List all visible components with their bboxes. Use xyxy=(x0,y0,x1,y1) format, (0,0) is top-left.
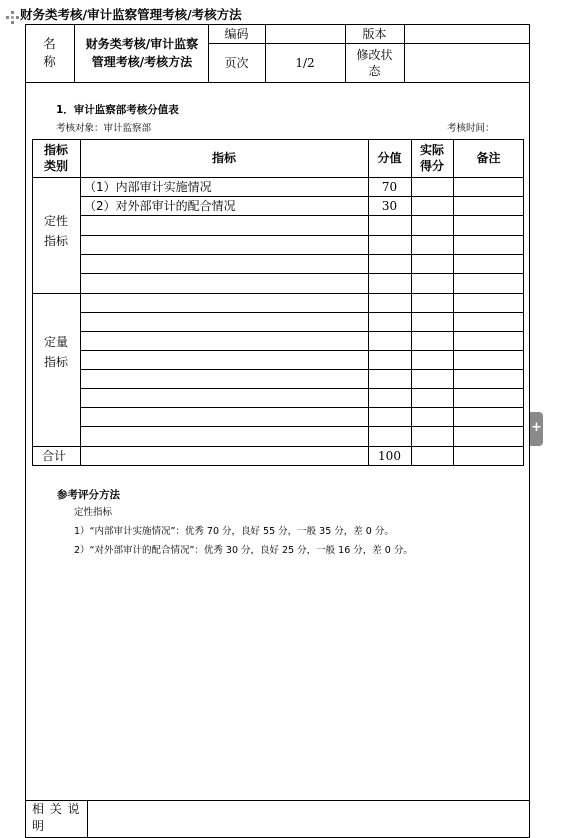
name-value: 财务类考核/审计监察管理考核/考核方法 xyxy=(85,37,199,69)
total-label: 合计 xyxy=(42,449,67,463)
move-handle-icon[interactable] xyxy=(6,9,19,22)
side-expand-tab[interactable] xyxy=(530,412,543,446)
header-score: 分值 xyxy=(377,151,402,165)
page-label: 页次 xyxy=(224,55,249,70)
scoring-line: 1）“内部审计实施情况”：优秀 70 分，良好 55 分，一般 35 分，差 0 分。 xyxy=(74,526,394,537)
document-title: 财务类考核/审计监察管理考核/考核方法 xyxy=(20,7,242,22)
category-quantitative: 定量 指标 xyxy=(43,334,68,369)
table-row-score: 30 xyxy=(381,198,398,213)
assessment-time: 考核时间： xyxy=(447,123,495,134)
scoring-line: 2）“对外部审计的配合情况”：优秀 30 分，良好 25 分，一般 16 分，差 0 分。 xyxy=(74,545,413,556)
scoring-subtitle: 定性指标 xyxy=(74,507,113,518)
code-value[interactable] xyxy=(265,24,345,43)
plus-icon: + xyxy=(531,420,542,435)
header-indicator: 指标 xyxy=(211,151,236,165)
name-label: 名 称 xyxy=(43,36,56,69)
code-label: 编码 xyxy=(224,26,249,41)
header-actual-score: 实际 得分 xyxy=(419,143,444,173)
table-row-score: 70 xyxy=(381,179,398,194)
revision-value[interactable] xyxy=(404,43,530,82)
version-label: 版本 xyxy=(362,26,387,41)
category-qualitative: 定性 指标 xyxy=(43,214,68,248)
header-remark: 备注 xyxy=(476,151,501,165)
header-category: 指标 类别 xyxy=(43,143,68,173)
footer-label: 相 关 说 明 xyxy=(32,802,81,833)
page-value: 1/2 xyxy=(295,55,315,70)
footer-notes-field[interactable] xyxy=(88,801,529,837)
total-score: 100 xyxy=(378,449,401,463)
table-row-indicator: （2）对外部审计的配合情况 xyxy=(84,198,236,213)
table-row-indicator: （1）内部审计实施情况 xyxy=(84,179,212,194)
assessment-target: 考核对象：审计监察部 xyxy=(56,123,152,134)
version-value[interactable] xyxy=(404,24,530,43)
scoring-title: 参考评分方法 xyxy=(57,489,120,501)
section-title: 1．审计监察部考核分值表 xyxy=(56,104,179,116)
revision-label: 修改状 态 xyxy=(356,47,393,78)
